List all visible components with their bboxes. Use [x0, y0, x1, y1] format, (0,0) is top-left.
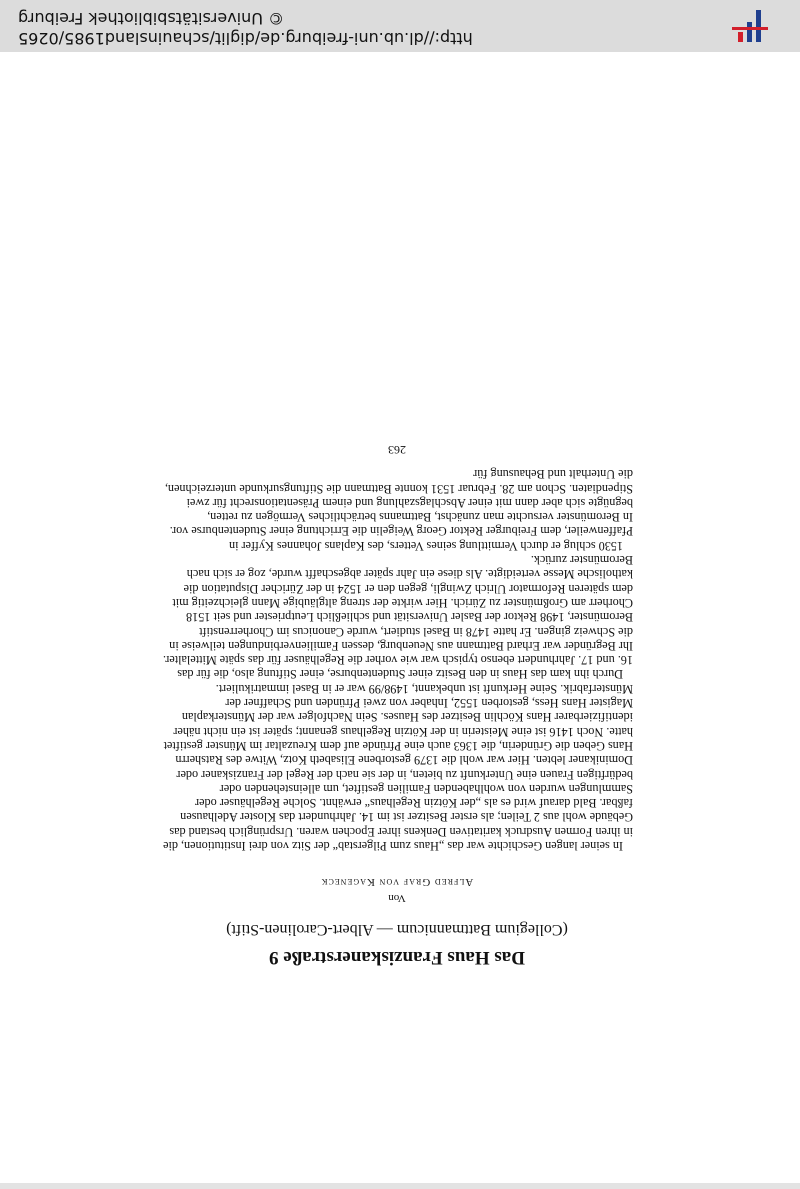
body-paragraph: Durch ihn kam das Haus in den Besitz einer Studentenburse, einer Stiftung also, die für das 16. und 17. Jahrhundert ebenso typisch war wie vorher die Regelhäuser für das späte Mittelalter. Ihr Begründer war Erhard Battmann aus Neuenburg, dessen Familienverbindungen teilweise in die Schweiz gingen. Er hatte 1478 in Basel studiert, wurde Canonicus im Chorherrenstift Beromünster, 1498 Rektor der Basler Universität und schließlich Leutpriester und seit 1518 Chorherr am Großmünster zu Zürich. Hier wirkte der streng altgläubige Mann gleichzeitig mit dem späteren Reformator Ulrich Zwingli, gegen den er 1524 in der Züricher Disputation die katholische Messe verteidigte. Als diese ein Jahr später abgeschafft wurde, zog er sich nach Beromünster zurück. — [162, 553, 633, 682]
scroll-edge — [0, 1183, 800, 1189]
body-paragraph: 1530 schlug er durch Vermittlung seines Vetters, des Kaplans Johannes Kyffer in Pfaffenweiler, dem Freiburger Rektor Georg Weigelin die Errichtung einer Studentenburse vor. In Beromünster versuchte man zunächst, Battmanns beträchtliches Vermögen zu retten, begnügte sich aber dann mit einer Abschlagszahlung und einem Präsentationsrecht für zwei Stipendiaten. Schon am 28. Februar 1531 konnte Battmann die Stiftungsurkunde unterzeichnen, die Unterhalt und Behausung für — [164, 467, 633, 553]
library-footer — [0, 0, 800, 52]
body-paragraph: In seiner langen Geschichte war das „Haus zum Pilgerstab“ der Sitz von drei Institutionen, die in ihren Formen Ausdruck karitativen Denkens ihrer Epochen waren. Ursprünglich bestand das Gebäude wohl aus 2 Teilen; als erster Besitzer ist im 14. Jahrhundert das Kloster Adelhausen faßbar. Bald darauf wird es als „der Kötzin Regelhaus“ erwähnt. Solche Regelhäuser oder Sammlungen wurden von wohlhabenden Familien gestiftet, um alleinstehenden oder bedürftigen Frauen eine Unterkunft zu bieten, in der sie nach der Regel der Franziskaner oder Dominikaner lebten. Hier war wohl die 1379 gestorbene Elisabeth Kotz, Witwe des Ratsherrn Hans Geben die Gründerin, die 1363 auch eine Pfründe auf dem Kreuzaltar im Münster gestiftet hatte. Noch 1416 ist eine Meisterin in der Kötzin Regelhaus genannt; später ist ein nicht näher identifizierbarer Hans Köchlin Besitzer des Hauses. Sein Nachfolger war der Münsterkaplan Magister Hans Hess, gestorben 1552, Inhaber von zwei Pfründen und Schaffner der Münsterfabrik. Seine Herkunft ist unbekannt, 1498/99 war er in Basel immatrikuliert. — [163, 681, 633, 853]
author-name — [161, 875, 633, 889]
page-number: 263 — [388, 442, 406, 457]
article-subtitle: (Collegium Battmannicum — Albert-Carolinen-Stift) — [226, 921, 568, 938]
article-title: Das Haus Franziskanerstraße 9 — [269, 947, 525, 968]
ub-freiburg-logo-icon — [728, 6, 770, 46]
footer-url[interactable]: http://dl.ub.uni-freiburg.de/diglit/schauinsland1985/0265 — [18, 29, 473, 48]
footer-copyright: © Universitätsbibliothek Freiburg — [18, 9, 285, 28]
author-name-text: Alfred Graf von Kageneck — [320, 876, 474, 888]
article — [161, 442, 633, 969]
byline-von: Von — [388, 892, 406, 904]
